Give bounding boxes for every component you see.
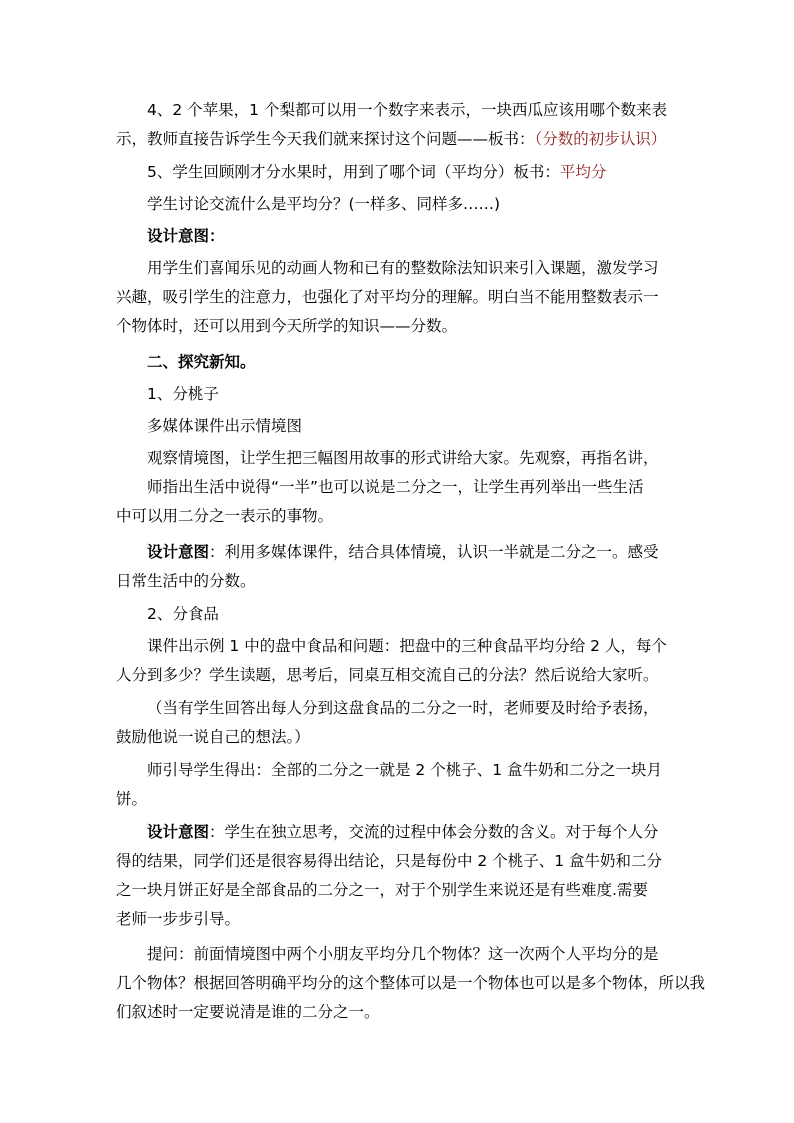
text-line: 鼓励他说一说自己的想法。）	[116, 728, 310, 746]
text-line: 师指出生活中说得“一半”也可以说是二分之一，让学生再列举出一些生活	[147, 478, 644, 496]
text-line: 用学生们喜闻乐见的动画人物和已有的整数除法知识来引入课题，激发学习	[147, 259, 659, 277]
board-title-red: （分数的初步认识）	[534, 130, 667, 148]
section-heading-explore: 二、探究新知。	[147, 353, 256, 371]
text-line: （当有学生回答出每人分到这盘食品的二分之一时，老师要及时给予表扬，	[147, 699, 659, 717]
text-line: 得的结果，同学们还是很容易得出结论，只是每份中 2 个桃子、1 盒牛奶和二分	[116, 852, 663, 870]
text-span: 5、学生回顾刚才分水果时，用到了哪个词（平均分）板书：	[147, 163, 560, 181]
design-intent-label: 设计意图	[147, 823, 210, 841]
paragraph-praise	[116, 694, 688, 752]
text-span: ：利用多媒体课件，结合具体情境，认识一半就是二分之一。感受	[209, 543, 659, 561]
text-line: 日常生活中的分数。	[116, 572, 256, 590]
board-word-red: 平均分	[559, 163, 607, 181]
text-line	[85, 125, 688, 154]
text-span: ：学生在独立思考，交流的过程中体会分数的含义。对于每个人分	[209, 823, 659, 841]
text-line: 几个物体？根据回答明确平均分的这个整体可以是一个物体也可以是多个物体，所以我	[116, 974, 706, 992]
text-line: 兴趣，吸引学生的注意力，也强化了对平均分的理解。明白当不能用整数表示一	[116, 288, 659, 306]
subheading-share-peaches: 1、分桃子	[147, 385, 219, 403]
text-line: 4、2 个苹果，1 个梨都可以用一个数字来表示，一块西瓜应该用哪个数来表	[147, 101, 667, 119]
text-span: 示，教师直接告诉学生今天我们就来探讨这个问题——板书：	[116, 130, 535, 148]
text-line	[116, 538, 688, 567]
text-line: 提问：前面情境图中两个小朋友平均分几个物体？这一次两个人平均分的是	[147, 945, 659, 963]
paragraph-observe	[116, 444, 688, 531]
design-intent-label: 设计意图	[147, 543, 210, 561]
text-line: 中可以用二分之一表示的事物。	[116, 507, 334, 525]
text-line: 人分到多少？学生读题，思考后，同桌互相交流自己的分法？然后说给大家听。	[116, 666, 659, 684]
paragraph-review	[116, 158, 688, 187]
paragraph-design-intent-3	[116, 818, 688, 934]
text-line: 饼。	[116, 790, 148, 808]
text-line: 课件出示例 1 中的盘中食品和问题：把盘中的三种食品平均分给 2 人，每个	[147, 637, 667, 655]
paragraph-example-1	[116, 632, 688, 690]
text-line	[116, 818, 688, 847]
text-line: 之一块月饼正好是全部食品的二分之一，对于个别学生来说还是有些难度.需要	[116, 881, 648, 899]
text-line: 老师一步步引导。	[116, 910, 241, 928]
text-line: 观察情境图，让学生把三幅图用故事的形式讲给大家。先观察，再指名讲，	[147, 449, 659, 467]
paragraph-discussion: 学生讨论交流什么是平均分？(一样多、同样多……)	[147, 195, 501, 213]
text-line: 们叙述时一定要说清是谁的二分之一。	[116, 1003, 380, 1021]
paragraph-intro-question	[116, 96, 688, 154]
design-intent-heading: 设计意图：	[147, 227, 225, 245]
paragraph-multimedia: 多媒体课件出示情境图	[147, 417, 303, 435]
paragraph-design-intent-2	[116, 538, 688, 596]
text-line: 师引导学生得出：全部的二分之一就是 2 个桃子、1 盒牛奶和二分之一块月	[147, 761, 663, 779]
paragraph-question	[116, 940, 706, 1027]
subheading-share-food: 2、分食品	[147, 605, 219, 623]
text-line: 个物体时，还可以用到今天所学的知识——分数。	[116, 317, 458, 335]
paragraph-conclusion	[116, 756, 688, 814]
paragraph-design-intent-1	[116, 254, 688, 341]
